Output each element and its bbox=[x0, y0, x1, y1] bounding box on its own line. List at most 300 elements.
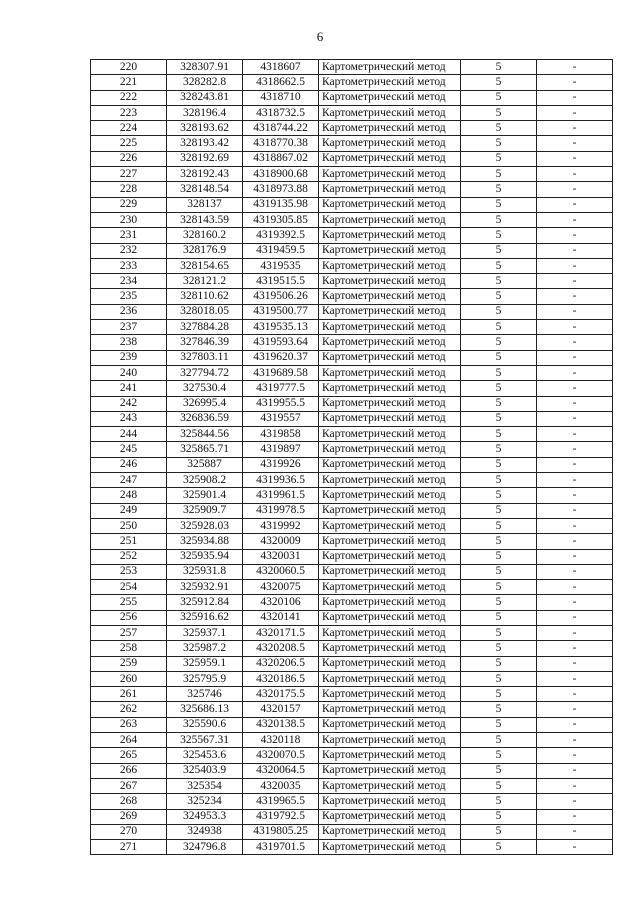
method-cell: Картометрический метод bbox=[319, 396, 461, 411]
accuracy-cell: 5 bbox=[461, 381, 537, 396]
y-coordinate-cell: 4319500.77 bbox=[243, 304, 319, 319]
accuracy-cell: 5 bbox=[461, 136, 537, 151]
table-row bbox=[91, 778, 613, 793]
point-number-cell: 227 bbox=[91, 167, 167, 182]
note-cell: - bbox=[537, 335, 613, 350]
x-coordinate-cell: 324938 bbox=[167, 824, 243, 839]
point-number-cell: 263 bbox=[91, 717, 167, 732]
page-number: 6 bbox=[316, 29, 324, 44]
accuracy-cell: 5 bbox=[461, 549, 537, 564]
note-cell: - bbox=[537, 274, 613, 289]
x-coordinate-cell: 328148.54 bbox=[167, 182, 243, 197]
x-coordinate-cell: 325959.1 bbox=[167, 656, 243, 671]
method-cell: Картометрический метод bbox=[319, 304, 461, 319]
point-number-cell: 231 bbox=[91, 228, 167, 243]
point-number-cell: 228 bbox=[91, 182, 167, 197]
note-cell: - bbox=[537, 381, 613, 396]
x-coordinate-cell: 324953.3 bbox=[167, 809, 243, 824]
x-coordinate-cell: 325686.13 bbox=[167, 702, 243, 717]
point-number-cell: 265 bbox=[91, 748, 167, 763]
point-number-cell: 241 bbox=[91, 381, 167, 396]
method-cell: Картометрический метод bbox=[319, 75, 461, 90]
accuracy-cell: 5 bbox=[461, 289, 537, 304]
point-number-cell: 249 bbox=[91, 503, 167, 518]
accuracy-cell: 5 bbox=[461, 580, 537, 595]
note-cell: - bbox=[537, 641, 613, 656]
x-coordinate-cell: 325909.7 bbox=[167, 503, 243, 518]
accuracy-cell: 5 bbox=[461, 212, 537, 227]
accuracy-cell: 5 bbox=[461, 457, 537, 472]
method-cell: Картометрический метод bbox=[319, 549, 461, 564]
method-cell: Картометрический метод bbox=[319, 457, 461, 472]
x-coordinate-cell: 328192.69 bbox=[167, 151, 243, 166]
y-coordinate-cell: 4320141 bbox=[243, 610, 319, 625]
point-number-cell: 240 bbox=[91, 365, 167, 380]
y-coordinate-cell: 4320208.5 bbox=[243, 641, 319, 656]
x-coordinate-cell: 325916.62 bbox=[167, 610, 243, 625]
y-coordinate-cell: 4319459.5 bbox=[243, 243, 319, 258]
y-coordinate-cell: 4319620.37 bbox=[243, 350, 319, 365]
accuracy-cell: 5 bbox=[461, 840, 537, 855]
x-coordinate-cell: 325354 bbox=[167, 778, 243, 793]
point-number-cell: 224 bbox=[91, 121, 167, 136]
table-row bbox=[91, 182, 613, 197]
method-cell: Картометрический метод bbox=[319, 442, 461, 457]
accuracy-cell: 5 bbox=[461, 396, 537, 411]
x-coordinate-cell: 325935.94 bbox=[167, 549, 243, 564]
note-cell: - bbox=[537, 197, 613, 212]
x-coordinate-cell: 326836.59 bbox=[167, 411, 243, 426]
point-number-cell: 223 bbox=[91, 105, 167, 120]
x-coordinate-cell: 328143.59 bbox=[167, 212, 243, 227]
table-row bbox=[91, 335, 613, 350]
method-cell: Картометрический метод bbox=[319, 671, 461, 686]
note-cell: - bbox=[537, 840, 613, 855]
point-number-cell: 268 bbox=[91, 794, 167, 809]
method-cell: Картометрический метод bbox=[319, 518, 461, 533]
x-coordinate-cell: 328121.2 bbox=[167, 274, 243, 289]
point-number-cell: 248 bbox=[91, 488, 167, 503]
note-cell: - bbox=[537, 702, 613, 717]
accuracy-cell: 5 bbox=[461, 105, 537, 120]
method-cell: Картометрический метод bbox=[319, 90, 461, 105]
table-row bbox=[91, 473, 613, 488]
y-coordinate-cell: 4318732.5 bbox=[243, 105, 319, 120]
table-row bbox=[91, 381, 613, 396]
method-cell: Картометрический метод bbox=[319, 473, 461, 488]
method-cell: Картометрический метод bbox=[319, 289, 461, 304]
accuracy-cell: 5 bbox=[461, 335, 537, 350]
x-coordinate-cell: 328160.2 bbox=[167, 228, 243, 243]
method-cell: Картометрический метод bbox=[319, 794, 461, 809]
accuracy-cell: 5 bbox=[461, 350, 537, 365]
y-coordinate-cell: 4319777.5 bbox=[243, 381, 319, 396]
accuracy-cell: 5 bbox=[461, 121, 537, 136]
method-cell: Картометрический метод bbox=[319, 381, 461, 396]
note-cell: - bbox=[537, 473, 613, 488]
note-cell: - bbox=[537, 258, 613, 273]
table-row bbox=[91, 671, 613, 686]
method-cell: Картометрический метод bbox=[319, 610, 461, 625]
x-coordinate-cell: 325908.2 bbox=[167, 473, 243, 488]
note-cell: - bbox=[537, 717, 613, 732]
method-cell: Картометрический метод bbox=[319, 212, 461, 227]
point-number-cell: 247 bbox=[91, 473, 167, 488]
table-row bbox=[91, 610, 613, 625]
table-row bbox=[91, 549, 613, 564]
table-row bbox=[91, 304, 613, 319]
table-row bbox=[91, 136, 613, 151]
y-coordinate-cell: 4319135.98 bbox=[243, 197, 319, 212]
accuracy-cell: 5 bbox=[461, 702, 537, 717]
note-cell: - bbox=[537, 595, 613, 610]
table-row bbox=[91, 243, 613, 258]
x-coordinate-cell: 324796.8 bbox=[167, 840, 243, 855]
x-coordinate-cell: 325937.1 bbox=[167, 625, 243, 640]
point-number-cell: 232 bbox=[91, 243, 167, 258]
point-number-cell: 270 bbox=[91, 824, 167, 839]
note-cell: - bbox=[537, 396, 613, 411]
y-coordinate-cell: 4319515.5 bbox=[243, 274, 319, 289]
y-coordinate-cell: 4320157 bbox=[243, 702, 319, 717]
accuracy-cell: 5 bbox=[461, 717, 537, 732]
note-cell: - bbox=[537, 243, 613, 258]
accuracy-cell: 5 bbox=[461, 75, 537, 90]
point-number-cell: 256 bbox=[91, 610, 167, 625]
point-number-cell: 269 bbox=[91, 809, 167, 824]
y-coordinate-cell: 4318973.88 bbox=[243, 182, 319, 197]
point-number-cell: 235 bbox=[91, 289, 167, 304]
y-coordinate-cell: 4318662.5 bbox=[243, 75, 319, 90]
point-number-cell: 257 bbox=[91, 625, 167, 640]
x-coordinate-cell: 325931.8 bbox=[167, 564, 243, 579]
table-row bbox=[91, 151, 613, 166]
method-cell: Картометрический метод bbox=[319, 151, 461, 166]
y-coordinate-cell: 4319689.58 bbox=[243, 365, 319, 380]
table-row bbox=[91, 748, 613, 763]
accuracy-cell: 5 bbox=[461, 488, 537, 503]
method-cell: Картометрический метод bbox=[319, 763, 461, 778]
note-cell: - bbox=[537, 427, 613, 442]
y-coordinate-cell: 4319965.5 bbox=[243, 794, 319, 809]
x-coordinate-cell: 325912.84 bbox=[167, 595, 243, 610]
y-coordinate-cell: 4319858 bbox=[243, 427, 319, 442]
note-cell: - bbox=[537, 824, 613, 839]
x-coordinate-cell: 327530.4 bbox=[167, 381, 243, 396]
y-coordinate-cell: 4319961.5 bbox=[243, 488, 319, 503]
x-coordinate-cell: 325844.56 bbox=[167, 427, 243, 442]
x-coordinate-cell: 327846.39 bbox=[167, 335, 243, 350]
y-coordinate-cell: 4319992 bbox=[243, 518, 319, 533]
x-coordinate-cell: 325403.9 bbox=[167, 763, 243, 778]
x-coordinate-cell: 325987.2 bbox=[167, 641, 243, 656]
x-coordinate-cell: 325567.31 bbox=[167, 733, 243, 748]
table-row bbox=[91, 702, 613, 717]
point-number-cell: 252 bbox=[91, 549, 167, 564]
x-coordinate-cell: 328176.9 bbox=[167, 243, 243, 258]
x-coordinate-cell: 328282.8 bbox=[167, 75, 243, 90]
method-cell: Картометрический метод bbox=[319, 335, 461, 350]
note-cell: - bbox=[537, 365, 613, 380]
method-cell: Картометрический метод bbox=[319, 687, 461, 702]
x-coordinate-cell: 328154.65 bbox=[167, 258, 243, 273]
table-row bbox=[91, 625, 613, 640]
accuracy-cell: 5 bbox=[461, 228, 537, 243]
y-coordinate-cell: 4320186.5 bbox=[243, 671, 319, 686]
table-row bbox=[91, 90, 613, 105]
accuracy-cell: 5 bbox=[461, 748, 537, 763]
table-row bbox=[91, 733, 613, 748]
y-coordinate-cell: 4319926 bbox=[243, 457, 319, 472]
note-cell: - bbox=[537, 442, 613, 457]
point-number-cell: 225 bbox=[91, 136, 167, 151]
table-row bbox=[91, 258, 613, 273]
x-coordinate-cell: 325590.6 bbox=[167, 717, 243, 732]
note-cell: - bbox=[537, 518, 613, 533]
accuracy-cell: 5 bbox=[461, 687, 537, 702]
point-number-cell: 237 bbox=[91, 320, 167, 335]
y-coordinate-cell: 4318710 bbox=[243, 90, 319, 105]
accuracy-cell: 5 bbox=[461, 763, 537, 778]
table-row bbox=[91, 228, 613, 243]
method-cell: Картометрический метод bbox=[319, 274, 461, 289]
method-cell: Картометрический метод bbox=[319, 824, 461, 839]
method-cell: Картометрический метод bbox=[319, 197, 461, 212]
x-coordinate-cell: 328307.91 bbox=[167, 60, 243, 75]
accuracy-cell: 5 bbox=[461, 411, 537, 426]
method-cell: Картометрический метод bbox=[319, 60, 461, 75]
method-cell: Картометрический метод bbox=[319, 258, 461, 273]
method-cell: Картометрический метод bbox=[319, 595, 461, 610]
note-cell: - bbox=[537, 564, 613, 579]
y-coordinate-cell: 4319792.5 bbox=[243, 809, 319, 824]
method-cell: Картометрический метод bbox=[319, 411, 461, 426]
accuracy-cell: 5 bbox=[461, 778, 537, 793]
accuracy-cell: 5 bbox=[461, 656, 537, 671]
x-coordinate-cell: 325795.9 bbox=[167, 671, 243, 686]
accuracy-cell: 5 bbox=[461, 473, 537, 488]
point-number-cell: 243 bbox=[91, 411, 167, 426]
y-coordinate-cell: 4319805.25 bbox=[243, 824, 319, 839]
table-row bbox=[91, 809, 613, 824]
point-number-cell: 266 bbox=[91, 763, 167, 778]
method-cell: Картометрический метод bbox=[319, 733, 461, 748]
y-coordinate-cell: 4320064.5 bbox=[243, 763, 319, 778]
point-number-cell: 267 bbox=[91, 778, 167, 793]
y-coordinate-cell: 4320070.5 bbox=[243, 748, 319, 763]
point-number-cell: 254 bbox=[91, 580, 167, 595]
y-coordinate-cell: 4319557 bbox=[243, 411, 319, 426]
table-row bbox=[91, 518, 613, 533]
point-number-cell: 260 bbox=[91, 671, 167, 686]
note-cell: - bbox=[537, 656, 613, 671]
table-row bbox=[91, 488, 613, 503]
note-cell: - bbox=[537, 778, 613, 793]
accuracy-cell: 5 bbox=[461, 243, 537, 258]
accuracy-cell: 5 bbox=[461, 641, 537, 656]
table-row bbox=[91, 503, 613, 518]
table-row bbox=[91, 824, 613, 839]
note-cell: - bbox=[537, 809, 613, 824]
table-row bbox=[91, 687, 613, 702]
x-coordinate-cell: 325234 bbox=[167, 794, 243, 809]
x-coordinate-cell: 325932.91 bbox=[167, 580, 243, 595]
y-coordinate-cell: 4318770.38 bbox=[243, 136, 319, 151]
note-cell: - bbox=[537, 580, 613, 595]
note-cell: - bbox=[537, 534, 613, 549]
accuracy-cell: 5 bbox=[461, 274, 537, 289]
x-coordinate-cell: 325934.88 bbox=[167, 534, 243, 549]
point-number-cell: 242 bbox=[91, 396, 167, 411]
table-row bbox=[91, 641, 613, 656]
table-row bbox=[91, 121, 613, 136]
note-cell: - bbox=[537, 350, 613, 365]
accuracy-cell: 5 bbox=[461, 60, 537, 75]
table-body bbox=[91, 60, 613, 855]
point-number-cell: 255 bbox=[91, 595, 167, 610]
x-coordinate-cell: 328018.05 bbox=[167, 304, 243, 319]
point-number-cell: 253 bbox=[91, 564, 167, 579]
note-cell: - bbox=[537, 733, 613, 748]
y-coordinate-cell: 4318744.22 bbox=[243, 121, 319, 136]
accuracy-cell: 5 bbox=[461, 304, 537, 319]
method-cell: Картометрический метод bbox=[319, 243, 461, 258]
x-coordinate-cell: 327803.11 bbox=[167, 350, 243, 365]
method-cell: Картометрический метод bbox=[319, 427, 461, 442]
accuracy-cell: 5 bbox=[461, 197, 537, 212]
note-cell: - bbox=[537, 549, 613, 564]
x-coordinate-cell: 326995.4 bbox=[167, 396, 243, 411]
table-row bbox=[91, 60, 613, 75]
accuracy-cell: 5 bbox=[461, 90, 537, 105]
accuracy-cell: 5 bbox=[461, 671, 537, 686]
note-cell: - bbox=[537, 182, 613, 197]
x-coordinate-cell: 328196.4 bbox=[167, 105, 243, 120]
method-cell: Картометрический метод bbox=[319, 105, 461, 120]
x-coordinate-cell: 325453.6 bbox=[167, 748, 243, 763]
accuracy-cell: 5 bbox=[461, 258, 537, 273]
note-cell: - bbox=[537, 794, 613, 809]
note-cell: - bbox=[537, 625, 613, 640]
point-number-cell: 246 bbox=[91, 457, 167, 472]
accuracy-cell: 5 bbox=[461, 365, 537, 380]
y-coordinate-cell: 4319392.5 bbox=[243, 228, 319, 243]
point-number-cell: 245 bbox=[91, 442, 167, 457]
method-cell: Картометрический метод bbox=[319, 656, 461, 671]
note-cell: - bbox=[537, 151, 613, 166]
accuracy-cell: 5 bbox=[461, 564, 537, 579]
method-cell: Картометрический метод bbox=[319, 350, 461, 365]
x-coordinate-cell: 328137 bbox=[167, 197, 243, 212]
point-number-cell: 271 bbox=[91, 840, 167, 855]
x-coordinate-cell: 328193.42 bbox=[167, 136, 243, 151]
y-coordinate-cell: 4319593.64 bbox=[243, 335, 319, 350]
note-cell: - bbox=[537, 136, 613, 151]
accuracy-cell: 5 bbox=[461, 809, 537, 824]
point-number-cell: 221 bbox=[91, 75, 167, 90]
method-cell: Картометрический метод bbox=[319, 320, 461, 335]
table-row bbox=[91, 457, 613, 472]
note-cell: - bbox=[537, 320, 613, 335]
accuracy-cell: 5 bbox=[461, 625, 537, 640]
method-cell: Картометрический метод bbox=[319, 167, 461, 182]
table-row bbox=[91, 197, 613, 212]
y-coordinate-cell: 4320035 bbox=[243, 778, 319, 793]
x-coordinate-cell: 325928.03 bbox=[167, 518, 243, 533]
note-cell: - bbox=[537, 212, 613, 227]
method-cell: Картометрический метод bbox=[319, 809, 461, 824]
note-cell: - bbox=[537, 60, 613, 75]
note-cell: - bbox=[537, 763, 613, 778]
method-cell: Картометрический метод bbox=[319, 564, 461, 579]
method-cell: Картометрический метод bbox=[319, 121, 461, 136]
table-row bbox=[91, 534, 613, 549]
method-cell: Картометрический метод bbox=[319, 580, 461, 595]
method-cell: Картометрический метод bbox=[319, 534, 461, 549]
x-coordinate-cell: 327884.28 bbox=[167, 320, 243, 335]
accuracy-cell: 5 bbox=[461, 427, 537, 442]
point-number-cell: 234 bbox=[91, 274, 167, 289]
note-cell: - bbox=[537, 167, 613, 182]
table-row bbox=[91, 442, 613, 457]
method-cell: Картометрический метод bbox=[319, 488, 461, 503]
point-number-cell: 220 bbox=[91, 60, 167, 75]
y-coordinate-cell: 4320075 bbox=[243, 580, 319, 595]
method-cell: Картометрический метод bbox=[319, 840, 461, 855]
accuracy-cell: 5 bbox=[461, 151, 537, 166]
point-number-cell: 261 bbox=[91, 687, 167, 702]
note-cell: - bbox=[537, 488, 613, 503]
method-cell: Картометрический метод bbox=[319, 182, 461, 197]
y-coordinate-cell: 4319978.5 bbox=[243, 503, 319, 518]
note-cell: - bbox=[537, 289, 613, 304]
table-row bbox=[91, 274, 613, 289]
table-row bbox=[91, 794, 613, 809]
method-cell: Картометрический метод bbox=[319, 641, 461, 656]
point-number-cell: 230 bbox=[91, 212, 167, 227]
point-number-cell: 226 bbox=[91, 151, 167, 166]
y-coordinate-cell: 4320138.5 bbox=[243, 717, 319, 732]
point-number-cell: 250 bbox=[91, 518, 167, 533]
note-cell: - bbox=[537, 687, 613, 702]
y-coordinate-cell: 4319936.5 bbox=[243, 473, 319, 488]
method-cell: Картометрический метод bbox=[319, 365, 461, 380]
table-row bbox=[91, 75, 613, 90]
y-coordinate-cell: 4320031 bbox=[243, 549, 319, 564]
table-row bbox=[91, 564, 613, 579]
x-coordinate-cell: 328243.81 bbox=[167, 90, 243, 105]
table-row bbox=[91, 411, 613, 426]
x-coordinate-cell: 328193.62 bbox=[167, 121, 243, 136]
accuracy-cell: 5 bbox=[461, 442, 537, 457]
y-coordinate-cell: 4320118 bbox=[243, 733, 319, 748]
point-number-cell: 258 bbox=[91, 641, 167, 656]
accuracy-cell: 5 bbox=[461, 167, 537, 182]
y-coordinate-cell: 4320106 bbox=[243, 595, 319, 610]
table-row bbox=[91, 320, 613, 335]
x-coordinate-cell: 325887 bbox=[167, 457, 243, 472]
table-row bbox=[91, 840, 613, 855]
method-cell: Картометрический метод bbox=[319, 778, 461, 793]
accuracy-cell: 5 bbox=[461, 320, 537, 335]
note-cell: - bbox=[537, 304, 613, 319]
y-coordinate-cell: 4320060.5 bbox=[243, 564, 319, 579]
x-coordinate-cell: 328110.62 bbox=[167, 289, 243, 304]
note-cell: - bbox=[537, 90, 613, 105]
accuracy-cell: 5 bbox=[461, 595, 537, 610]
accuracy-cell: 5 bbox=[461, 824, 537, 839]
table-row bbox=[91, 396, 613, 411]
